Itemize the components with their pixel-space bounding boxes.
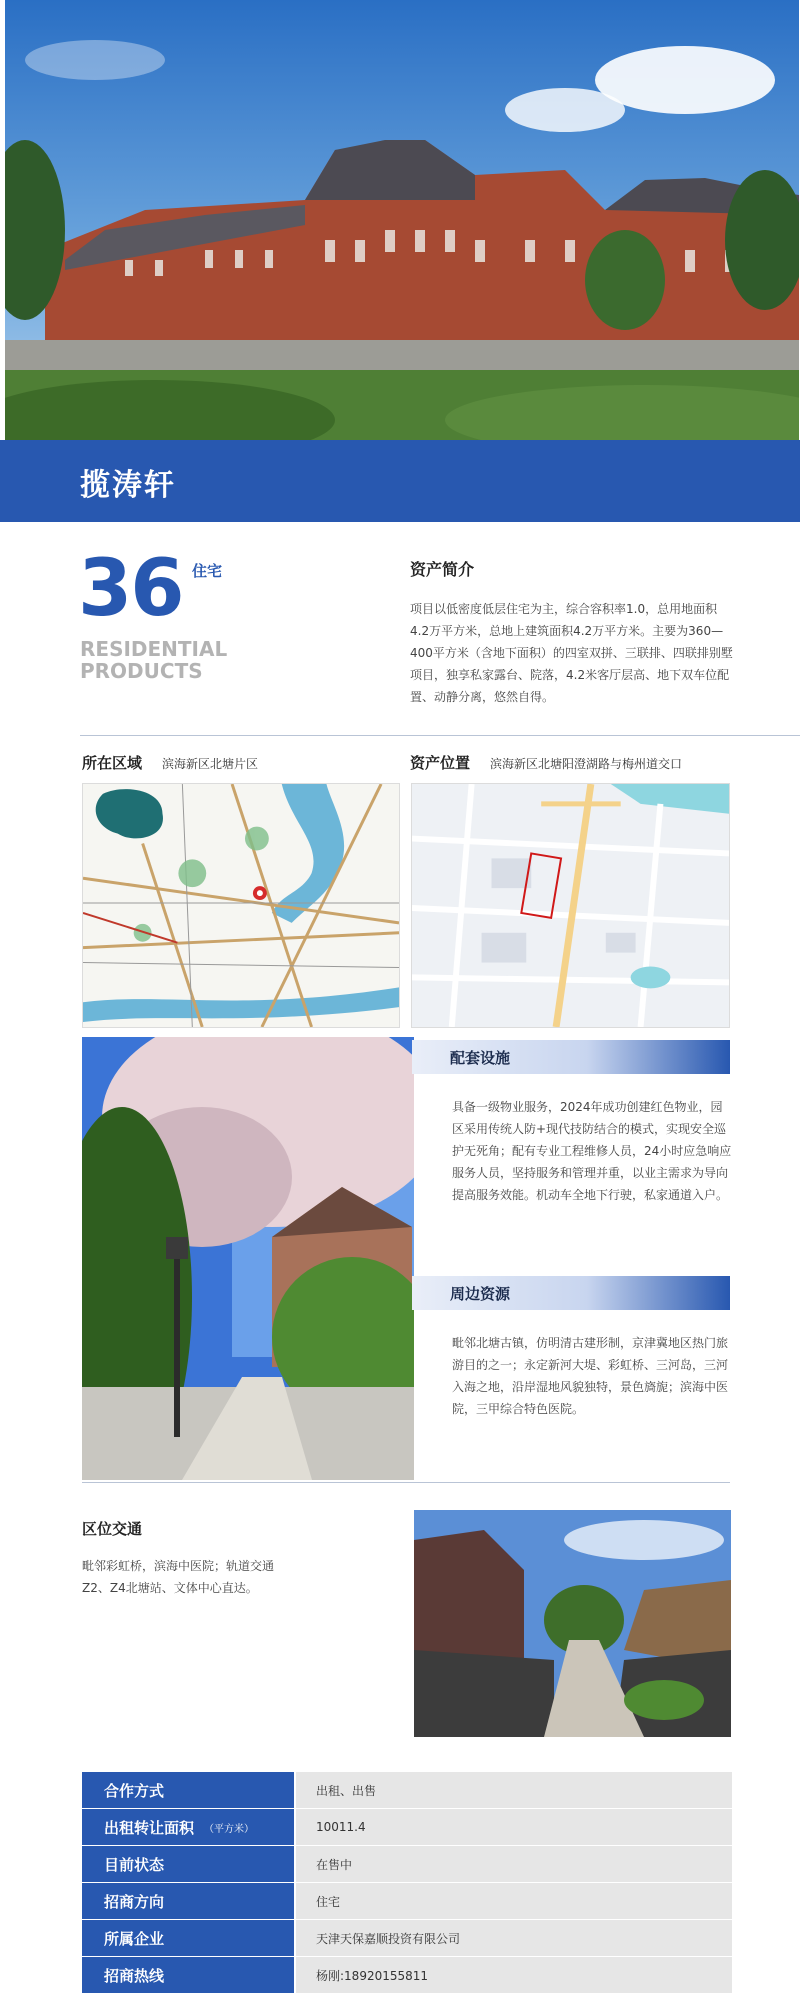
table-key-label: 出租转让面积 xyxy=(104,1818,195,1837)
table-value: 10011.4 xyxy=(296,1809,732,1845)
table-row xyxy=(82,1957,732,1993)
product-count: 36 xyxy=(78,544,183,634)
title-bar xyxy=(0,440,800,522)
table-key xyxy=(82,1809,294,1845)
hotline-value[interactable]: 杨刚:18920155811 xyxy=(296,1957,732,1993)
table-row xyxy=(82,1883,732,1919)
transport-text: 毗邻彩虹桥，滨海中医院；轨道交通Z2、Z4北塘站、文体中心直达。 xyxy=(82,1559,275,1595)
table-row xyxy=(82,1772,732,1808)
product-type-english xyxy=(80,638,227,682)
table-value: 天津天保嘉顺投资有限公司 xyxy=(296,1920,732,1956)
table-key xyxy=(82,1920,294,1956)
table-key-label: 所属企业 xyxy=(104,1929,165,1948)
table-row xyxy=(82,1846,732,1882)
facilities-text: 具备一级物业服务，2024年成功创建红色物业，园区采用传统人防+现代技防结合的模式，实现安全巡护无死角；配有专业工程维修人员，24小时应急响应服务人员，坚持服务和管理并重，以业主需求为导向提高服务效能。机动车全地下行驶，私家通道入户。 xyxy=(452,1100,732,1202)
facilities-heading: 配套设施 xyxy=(450,1049,511,1067)
intro-heading: 资产简介 xyxy=(410,560,475,579)
location-label: 资产位置 xyxy=(410,754,471,772)
region-map-image xyxy=(82,783,400,1028)
table-key xyxy=(82,1957,294,1993)
table-row xyxy=(82,1920,732,1956)
region-value: 滨海新区北塘片区 xyxy=(162,757,259,771)
surroundings-heading-bar xyxy=(412,1276,730,1310)
section-divider xyxy=(80,735,800,736)
table-row xyxy=(82,1809,732,1845)
product-type-english-line1: RESIDENTIAL xyxy=(80,637,228,661)
surroundings-heading: 周边资源 xyxy=(450,1285,511,1303)
surroundings-text: 毗邻北塘古镇，仿明清古建形制，京津冀地区热门旅游目的之一；永定新河大堤、彩虹桥、三河岛，三河入海之地，沿岸湿地风貌独特，景色旖旎；滨海中医院，三甲综合特色医院。 xyxy=(452,1336,729,1416)
table-key-label: 招商方向 xyxy=(104,1892,165,1911)
table-key-label: 合作方式 xyxy=(104,1781,165,1800)
product-type-english-line2: PRODUCTS xyxy=(80,659,203,683)
location-value: 滨海新区北塘阳澄湖路与梅州道交口 xyxy=(490,757,683,771)
table-key-unit: （平方米） xyxy=(204,1823,255,1835)
transport-heading: 区位交通 xyxy=(82,1520,143,1538)
table-value: 在售中 xyxy=(296,1846,732,1882)
table-key xyxy=(82,1846,294,1882)
table-key-label: 招商热线 xyxy=(104,1966,165,1985)
pathway-photo xyxy=(414,1510,731,1737)
intro-text: 项目以低密度低层住宅为主，综合容积率1.0，总用地面积4.2万平方米，总地上建筑面积4.2万平方米。主要为360—400平方米（含地下面积）的四室双拼、三联排、四联排别墅项目，独享私家露台、院落，4.2米客厅层高、地下双车位配置、动静分离，悠然自得。 xyxy=(410,602,733,704)
garden-photo xyxy=(82,1037,414,1480)
region-label: 所在区域 xyxy=(82,754,143,772)
table-value: 住宅 xyxy=(296,1883,732,1919)
table-key xyxy=(82,1883,294,1919)
info-table xyxy=(82,1772,732,1994)
table-key-label: 目前状态 xyxy=(104,1855,165,1874)
product-type-tag: 住宅 xyxy=(192,562,223,580)
facilities-heading-bar xyxy=(412,1040,730,1074)
table-value: 出租、出售 xyxy=(296,1772,732,1808)
section-divider xyxy=(82,1482,730,1483)
project-title: 揽涛轩 xyxy=(80,468,176,503)
hero-photo xyxy=(5,0,799,446)
table-key xyxy=(82,1772,294,1808)
location-map-image xyxy=(411,783,730,1028)
